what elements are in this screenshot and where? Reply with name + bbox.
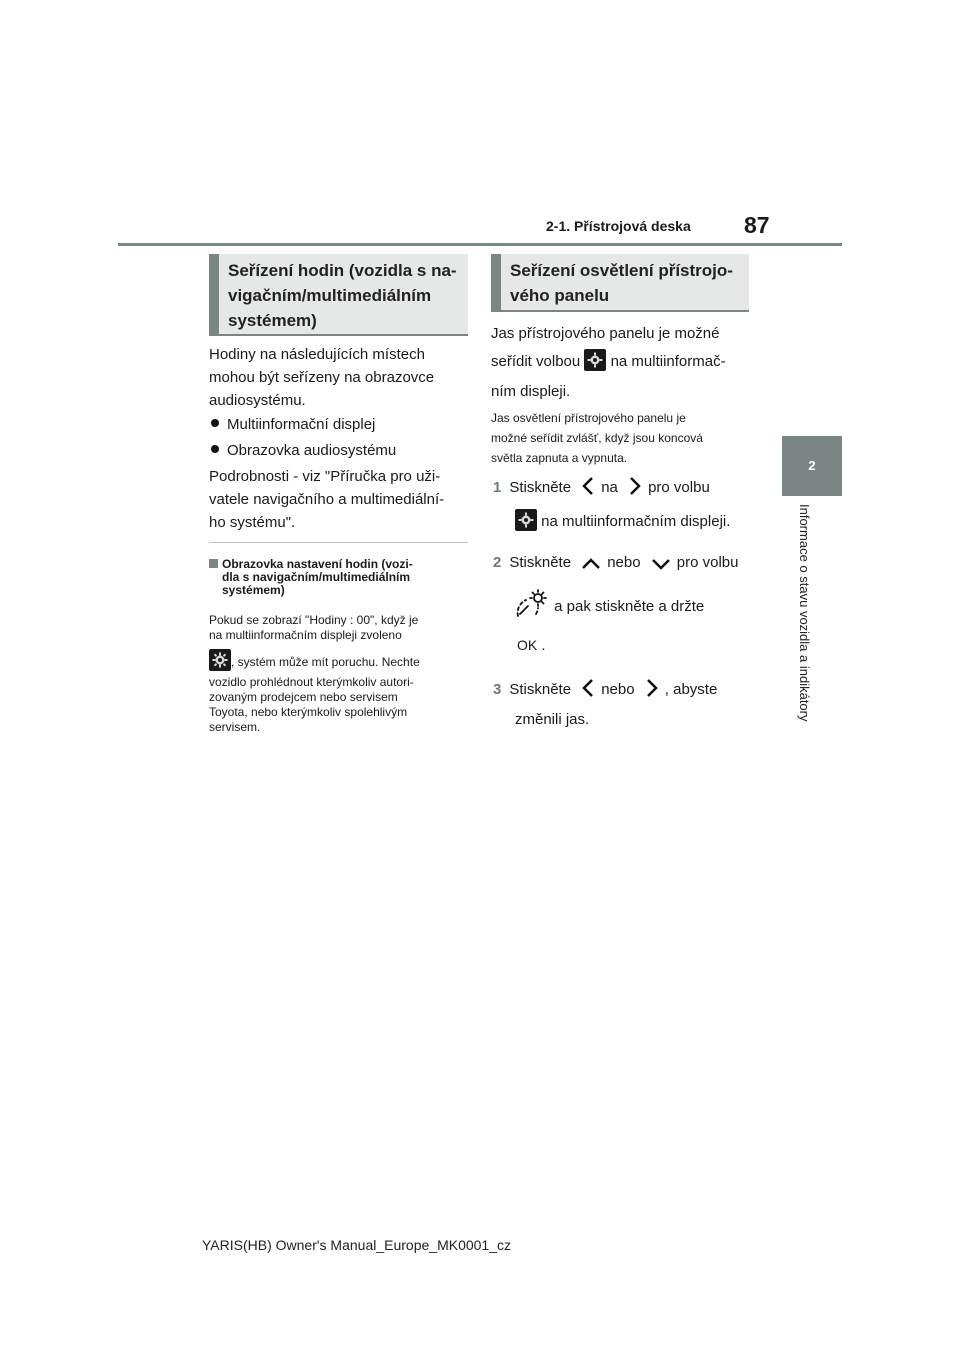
clock-screen-subheading [209,558,474,597]
bullet-icon [211,419,219,427]
chapter-number: 2 [808,458,816,473]
heading-line: Seřízení osvětlení přístrojo- [510,261,733,280]
text-line: světla zapnuta a vypnuta. [491,451,628,465]
text-line: ho systému". [209,514,296,531]
text: na multiinformač- [610,353,726,370]
text-line: na multiinformačním displeji zvoleno [209,628,402,642]
text-line: vatele navigačního a multimediální- [209,491,445,508]
chevron-down-icon [651,557,671,571]
chevron-right-icon [628,476,642,496]
step-1-cont [515,509,730,533]
bullet-text: Obrazovka audiosystému [227,442,397,459]
clock-intro [209,343,474,412]
heading-line: Seřízení hodin (vozidla s na- [228,261,457,280]
step-2 [493,551,758,574]
chevron-left-icon [581,476,595,496]
light-note [491,408,756,468]
text-line: mohou být seřízeny na obrazovce [209,369,435,386]
heading-line: vého panelu [510,286,610,305]
text: pro volbu [648,479,710,496]
gear-icon [515,509,537,531]
text: . [541,637,546,654]
step-number: 2 [493,554,502,571]
text: , abyste [664,681,718,698]
step-1 [493,476,758,499]
text: na multiinformačním displeji. [541,513,731,530]
light-intro [491,321,756,405]
text-line: Obrazovka nastavení hodin (vozi- [222,557,413,571]
text-line-with-icon [491,349,756,375]
text-line: Pokud se zobrazí "Hodiny : 00", když je [209,613,419,627]
text: seřídit volbou [491,353,581,370]
bullet-item [211,413,375,436]
step-number: 1 [493,479,502,496]
text: nebo [601,681,635,698]
text-line: servisem. [209,720,261,734]
text: Stiskněte [509,479,572,496]
step-3 [493,678,758,701]
bullet-item [211,439,396,462]
bullet-text: Multiinformační displej [227,416,376,433]
text: , systém může mít poruchu. Nechte [231,655,420,669]
text-line: zovaným prodejcem nebo servisem [209,690,398,704]
step-3-cont: změnili jas. [515,711,590,728]
text: a pak stiskněte a držte [554,598,705,615]
text-line: dla s navigačním/multimediálním [222,570,411,584]
text-line: audiosystému. [209,392,306,409]
text: pro volbu [676,554,739,571]
chapter-title: Informace o stavu vozidla a indikátory [797,504,812,722]
text-line: Hodiny na následujících místech [209,346,425,363]
text-line: systémem) [222,583,285,597]
heading-line: systémem) [228,311,317,330]
gear-icon [209,649,231,671]
ok-label: OK [517,637,538,653]
chevron-left-icon [581,678,595,698]
text-line-with-icon [209,649,474,675]
gear-icon [584,349,606,371]
text-line: Jas přístrojového panelu je možné [491,325,720,342]
chevron-up-icon [581,557,601,571]
text-line: Jas osvětlení přístrojového panelu je [491,411,686,425]
step-number: 3 [493,681,502,698]
section-divider [209,542,468,543]
clock-note [209,613,474,735]
heading-clock-adjustment [209,254,468,336]
text-line: ním displeji. [491,383,571,400]
heading-panel-light-adjustment [491,254,749,312]
section-title: 2-1. Přístrojová deska [546,218,691,234]
text: na [601,479,618,496]
square-marker-icon [209,559,218,568]
step-2-cont [514,588,704,620]
text: Stiskněte [509,554,572,571]
chevron-right-icon [645,678,659,698]
step-2-ok [517,634,546,657]
text: Stiskněte [509,681,572,698]
text: nebo [607,554,641,571]
page-number: 87 [744,212,770,238]
text-line: Toyota, nebo kterýmkoliv spolehlivým [209,705,408,719]
header-rule [118,243,842,246]
text-line: možné seřídit zvlášť, když jsou koncová [491,431,703,445]
text-line: vozidlo prohlédnout kterýmkoliv autori- [209,675,414,689]
bullet-icon [211,445,219,453]
text-line: Podrobnosti - viz "Příručka pro uži- [209,468,441,485]
clock-details [209,465,474,534]
footer-manual-id: YARIS(HB) Owner's Manual_Europe_MK0001_cz [202,1237,511,1253]
heading-line: vigačním/multimediálním [228,286,432,305]
brightness-icon [514,588,550,620]
